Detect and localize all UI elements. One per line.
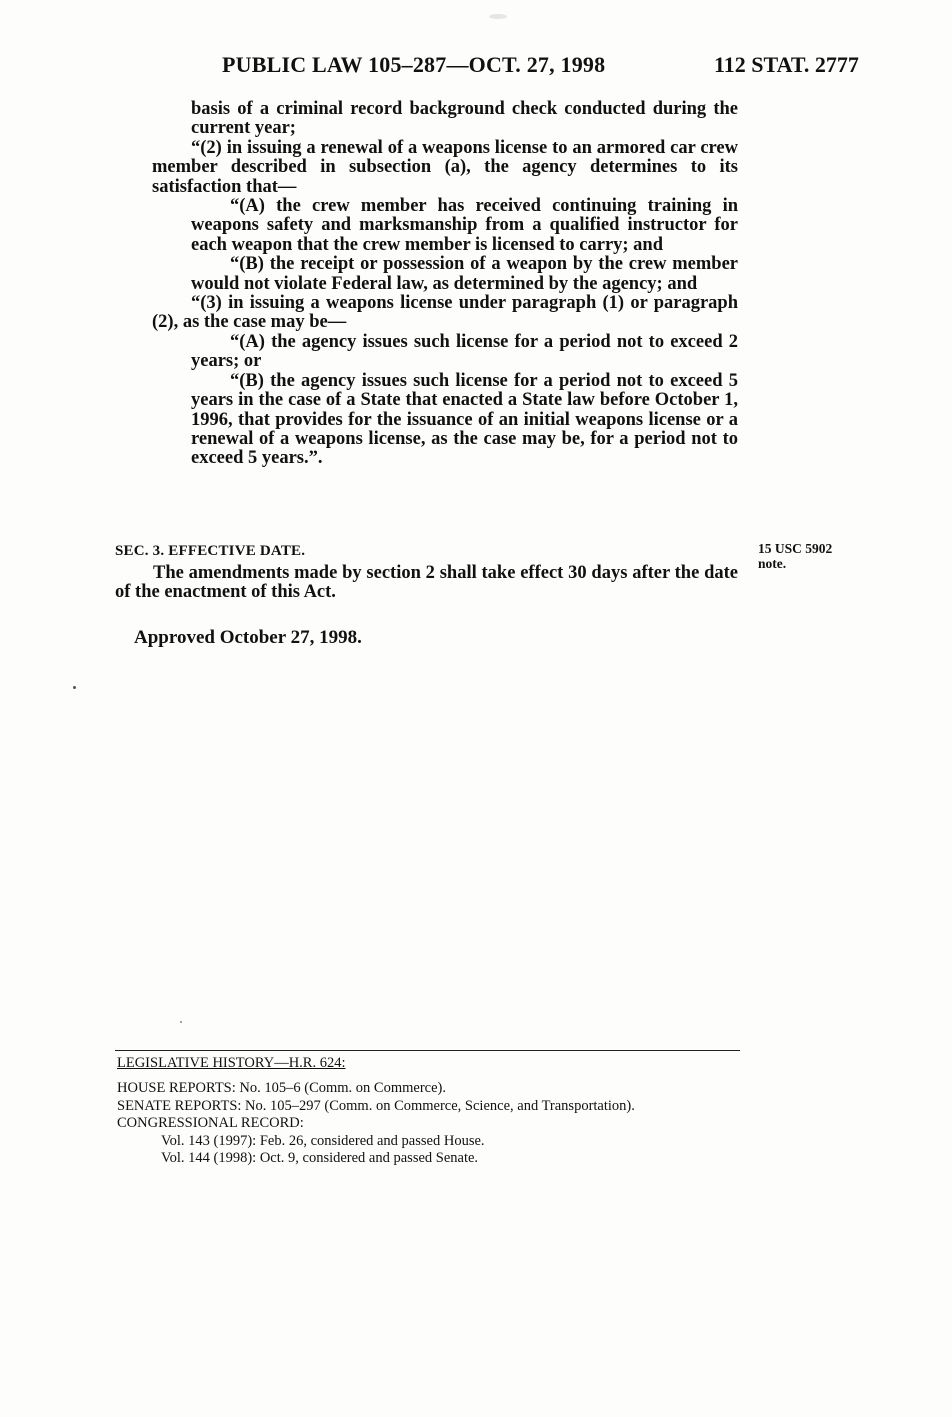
scan-speck (489, 14, 507, 19)
margin-note-line-1: 15 USC 5902 (758, 541, 833, 556)
margin-note-citation (758, 541, 832, 571)
margin-note-line-2: note. (758, 556, 787, 571)
legislative-history-heading (117, 1055, 346, 1072)
subparagraph-3a: “(A) the agency issues such license for a period not to exceed 2 years; or (191, 331, 738, 372)
page-header-title: PUBLIC LAW 105–287—OCT. 27, 1998 (222, 52, 606, 77)
legislative-history (117, 1080, 742, 1168)
scan-speck (180, 1021, 182, 1023)
subparagraph-2a: “(A) the crew member has received continuing training in weapons safety and marksmanship from a qualified instructor for each weapon that the crew member is licensed to carry; and (191, 196, 738, 255)
section-3-heading: SEC. 3. EFFECTIVE DATE. (115, 543, 306, 559)
footnote-divider (115, 1050, 740, 1051)
section-3-text: The amendments made by section 2 shall take effect 30 days after the date of the enactment of this Act. (115, 563, 738, 603)
congressional-record-label: CONGRESSIONAL RECORD: (117, 1115, 304, 1132)
record-vol-143: Vol. 143 (1997): Feb. 26, considered and passed House. (161, 1132, 485, 1149)
paragraph-continuation: basis of a criminal record background check conducted during the current year; (191, 99, 738, 139)
senate-reports: SENATE REPORTS: No. 105–297 (Comm. on Commerce, Science, and Transportation). (117, 1097, 635, 1114)
paragraph-2: “(2) in issuing a renewal of a weapons license to an armored car crew member described in subsection (a), the agency determines to its satisfaction that— (152, 137, 738, 197)
subparagraph-2b: “(B) the receipt or possession of a weapon by the crew member would not violate Federal law, as determined by the agency; and (191, 254, 738, 294)
house-reports: HOUSE REPORTS: No. 105–6 (Comm. on Commerce). (117, 1080, 446, 1096)
legislative-history-title: LEGISLATIVE HISTORY—H.R. 624: (117, 1055, 346, 1071)
scan-speck (73, 686, 76, 689)
page-header-stat-citation: 112 STAT. 2777 (714, 52, 859, 77)
approval-date: Approved October 27, 1998. (134, 627, 362, 648)
subparagraph-3b: “(B) the agency issues such license for a period not to exceed 5 years in the case of a State that enacted a State law before October 1, 1996, that provides for the issuance of an initial weapons license or a renewal of a weapons license, as the case may be, for a period not to exceed 5 years.”. (191, 370, 738, 469)
record-vol-144: Vol. 144 (1998): Oct. 9, considered and passed Senate. (161, 1150, 479, 1167)
statute-body (152, 100, 738, 469)
paragraph-3: “(3) in issuing a weapons license under paragraph (1) or paragraph (2), as the case may be— (152, 293, 738, 333)
